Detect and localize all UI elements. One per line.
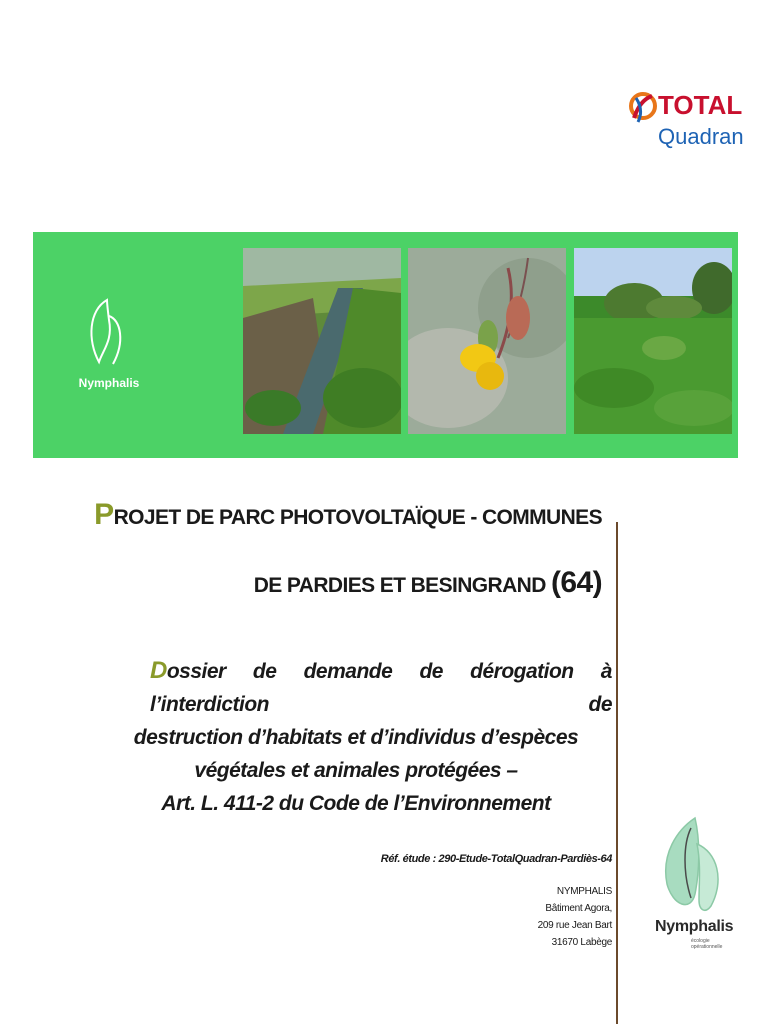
- title-department-number: (64): [551, 566, 602, 599]
- nymphalis-tagline: écologie opérationnelle: [691, 938, 723, 950]
- butterfly-icon: [655, 814, 739, 924]
- address-line-1: NYMPHALIS: [556, 886, 612, 897]
- photo-meadow: [574, 248, 732, 434]
- subtitle-initial: D: [150, 657, 167, 684]
- address-line-2: Bâtiment Agora,: [545, 903, 612, 914]
- title-line-1: [94, 498, 602, 532]
- nymphalis-band-name: Nymphalis: [78, 376, 140, 390]
- photo-flower: [408, 248, 566, 434]
- subtitle: [100, 654, 612, 820]
- photo-channel: [243, 248, 401, 434]
- subtitle-line-1: [150, 654, 612, 721]
- header-band: [33, 232, 738, 458]
- nymphalis-logo-band: [69, 290, 149, 400]
- subtitle-line-2: destruction d’habitats et d’individus d’espèces: [133, 726, 579, 749]
- nymphalis-side-name: Nymphalis: [655, 918, 734, 935]
- butterfly-icon: [69, 290, 149, 380]
- address-line-3: 209 rue Jean Bart: [537, 920, 612, 931]
- address-line-4: 31670 Labège: [551, 937, 612, 948]
- title-line-2-text: DE PARDIES ET BESINGRAND: [253, 574, 546, 597]
- subtitle-line-3: végétales et animales protégées –: [194, 759, 518, 782]
- title-initial: P: [94, 498, 114, 531]
- vertical-divider: [616, 522, 618, 1024]
- total-quadran-logo: [628, 86, 744, 156]
- title-line-2: [254, 566, 602, 600]
- title-line-1-text: ROJET DE PARC PHOTOVOLTAÏQUE - COMMUNES: [113, 506, 602, 529]
- nymphalis-logo-side: [655, 814, 739, 954]
- subtitle-line-1-text: ossier de demande de dérogation à l’interdiction de: [150, 660, 612, 716]
- study-reference: Réf. étude : 290-Etude-TotalQuadran-Pardiès-64: [380, 853, 612, 865]
- total-wordmark: TOTAL: [658, 90, 743, 120]
- company-address: [538, 883, 612, 951]
- subtitle-line-4: Art. L. 411-2 du Code de l’Environnement: [161, 792, 551, 815]
- quadran-wordmark: Quadran: [658, 124, 744, 149]
- total-swirl-icon: [628, 88, 658, 128]
